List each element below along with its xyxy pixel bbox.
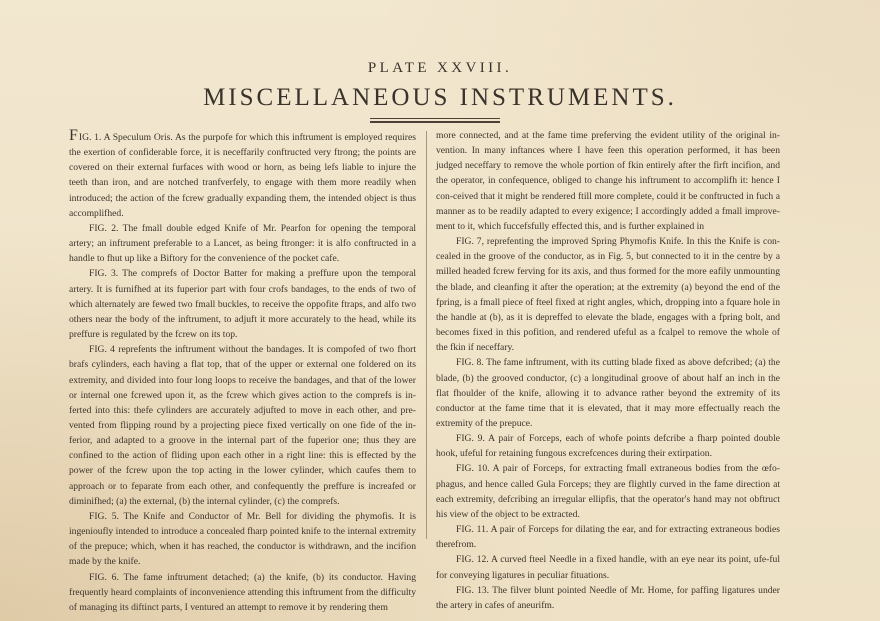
fig-13-paragraph: FIG. 13. The filver blunt pointed Needle of Mr. Home, for paffing ligatures under the artery in cafes of aneurifm. [436, 584, 780, 611]
title-rule-thick [370, 121, 500, 123]
right-column [436, 128, 780, 613]
fig-4-paragraph: FIG. 4 reprefents the inftrument without the bandages. It is compofed of two fhort brafs cylinders, each having a flat top, that of the upper or external one foldered on its extremity, and divided into four long loops to receive the bandages, and that of the lower or internal one fcrewed upon it, as the fcrew which gives action to the comprefs is in-ferted into this: thefe cylinders are accurately adjufted to move in each other, and pre-vented from flipping round by a projecting piece fixed vertically on one fide of the in-ferior, and adapted to a groove in the internal part of the fuperior one; thus they are confined to the action of fliding upon each other in a right line: this is effected by the power of the fcrew upon the top acting in the lower cylinder, which caufes them to approach or to feparate from each other, and confequently the preffure is increafed or diminifhed; (a) the external, (b) the internal cylinder, (c) the comprefs. [69, 344, 416, 507]
fig-9-paragraph: FIG. 9. A pair of Forceps, each of whofe points defcribe a fharp pointed double hook, ufeful for retaining fungous excrefcences during their extirpation. [436, 433, 780, 460]
fig-11-paragraph: FIG. 11. A pair of Forceps for dilating the ear, and for extracting extraneous bodies therefrom. [436, 524, 780, 551]
fig-12-paragraph: FIG. 12. A curved fteel Needle in a fixed handle, with an eye near its point, ufe-ful for conveying ligatures in peculiar fituations. [436, 554, 780, 581]
drop-cap: F [69, 127, 79, 144]
fig-2-paragraph: FIG. 2. The fmall double edged Knife of Mr. Pearfon for opening the temporal artery; an inftrument preferable to a Lancet, as being ftronger: it is alfo conftructed in a handle to fhut up like a Biftory for the convenience of the pocket cafe. [69, 222, 416, 265]
fig-1-paragraph [69, 128, 416, 221]
fig-1-text: IG. 1. A Speculum Oris. As the purpofe for which this inftrument is employed requires the exertion of confiderable force, it is neceffarily conftructed very ftrong; the points are covered on their external furfaces with wood or horn, as being lefs liable to injure the teeth than iron, and are notched tranfverfely, to engage with them more readily when introduced; the action of the fcrew gradually expanding them, the intended object is thus accomplifhed. [69, 132, 416, 219]
fig-3-paragraph: FIG. 3. The comprefs of Doctor Batter for making a preffure upon the temporal artery. It is furnifhed at its fuperior part with four crofs bandages, to the ends of two of which alternately are fewed two fmall buckles, to receive the oppofite ftraps, and alfo two others near the body of the inftrument, to adjuft it more accurately to the head, while its preffure is regulated by the fcrew on its top. [69, 268, 416, 341]
left-column [69, 128, 416, 615]
fig-5-paragraph: FIG. 5. The Knife and Conductor of Mr. Bell for dividing the phymofis. It is ingenioufly intended to introduce a concealed fharp pointed knife to the internal extremity of the prepuce; which, when it has reached, the conductor is withdrawn, and the incifion made by the knife. [69, 510, 416, 568]
column-divider [426, 131, 427, 539]
fig-6-continuation: more connected, and at the fame time preferving the evident utility of the original in-vention. In many inftances where I have feen this operation performed, it has been judged neceffary to remove the whole portion of fkin entirely after the firft incifion, and the operator, in confequence, obliged to change his inftrument to accomplifh it: hence I con-ceived that it might be rendered ftill more complete, could it be conftructed in fuch a manner as to be readily adapted to every exigence; I accordingly added a fmall improve-ment to it, which fuccefsfully effected this, and is further explained in [436, 130, 780, 232]
fig-8-paragraph: FIG. 8. The fame inftrument, with its cutting blade fixed as above defcribed; (a) the blade, (b) the grooved conductor, (c) a longitudinal groove of about half an inch in the flat fhoulder of the knife, allowing it to advance rather beyond the extremity of its conductor at the fame time that it is elevated, that it may more effectually reach the extremity of the prepuce. [436, 357, 780, 429]
page-title: MISCELLANEOUS INSTRUMENTS. [203, 84, 677, 111]
plate-label: PLATE XXVIII. [367, 60, 513, 76]
title-rule-thin [370, 118, 500, 119]
fig-10-paragraph: FIG. 10. A pair of Forceps, for extracting fmall extraneous bodies from the œfo-phagus, and hence called Gula Forceps; they are flightly curved in the fame direction at each extremity, defcribing an irregular ellipfis, that the operator's hand may not obftruct his view of the object to be extracted. [436, 463, 780, 520]
fig-7-paragraph: FIG. 7, reprefenting the improved Spring Phymofis Knife. In this the Knife is con-cealed in the groove of the conductor, as in Fig. 5, but connected to it in the centre by a milled headed fcrew ferving for its axis, and thus formed for the more eafily unmounting the blade, and cleanfing it after the operation; at the extremity (a) beyond the end of the fpring, is a fmall piece of fteel fixed at right angles, which, dropping into a fquare hole in the handle at (b), as it is depreffed to elevate the blade, engages with a fpring bolt, and becomes fixed in this pofition, and rendered ufeful as a fcalpel to remove the whole of the fkin if neceffary. [436, 236, 780, 354]
fig-6-paragraph: FIG. 6. The fame inftrument detached; (a) the knife, (b) its conductor. Having frequently heard complaints of inconvenience attending this inftrument from the difficulty of managing its diftinct parts, I ventured an attempt to remove it by rendering them [69, 571, 416, 613]
